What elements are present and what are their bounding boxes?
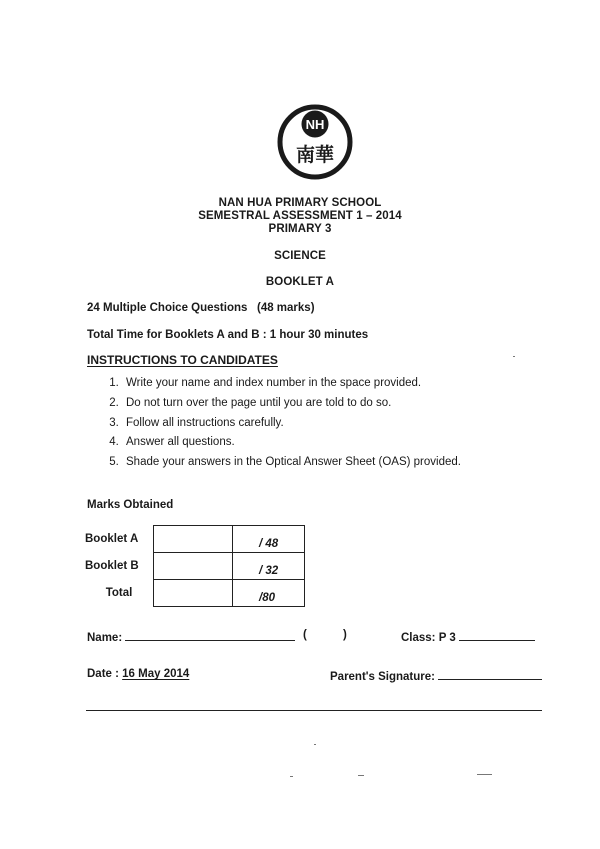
- instruction-item: 5. Shade your answers in the Optical Answer Sheet (OAS) provided.: [122, 453, 461, 473]
- bottom-rule: [86, 710, 542, 711]
- name-blank: [125, 629, 295, 641]
- signature-label: Parent's Signature:: [330, 671, 435, 683]
- row-label: Total: [105, 587, 133, 599]
- scan-speck: [314, 744, 316, 745]
- date-label: Date :: [87, 668, 119, 680]
- signature-blank: [438, 668, 542, 680]
- signature-field: [330, 668, 542, 683]
- instruction-item: 4. Answer all questions.: [122, 433, 461, 453]
- marks-box: [154, 553, 233, 580]
- table-row: [85, 526, 305, 553]
- score-cell: /80: [233, 580, 305, 607]
- school-logo: [271, 103, 359, 181]
- instruction-item: 3. Follow all instructions carefully.: [122, 414, 461, 434]
- marks-obtained-title: Marks Obtained: [87, 499, 174, 511]
- scan-speck: [513, 356, 515, 357]
- date-value: 16 May 2014: [122, 668, 190, 680]
- name-field: [87, 629, 295, 644]
- instructions-title: INSTRUCTIONS TO CANDIDATES: [87, 353, 278, 367]
- row-label: Booklet A: [85, 533, 139, 545]
- questions-count: 24 Multiple Choice Questions: [87, 302, 248, 314]
- scan-speck: [358, 775, 364, 776]
- class-blank: [459, 629, 535, 641]
- total-time: Total Time for Booklets A and B : 1 hour 30 minutes: [87, 329, 369, 341]
- instructions-list: [87, 374, 461, 473]
- subject: SCIENCE: [274, 250, 326, 262]
- logo-chinese-name: 南華: [295, 144, 335, 166]
- marks-total: (48 marks): [256, 302, 315, 314]
- class-label: Class: P 3: [401, 632, 456, 644]
- marks-box: [154, 580, 233, 607]
- booklet-label: BOOKLET A: [265, 276, 335, 288]
- school-name: NAN HUA PRIMARY SCHOOL: [218, 197, 382, 209]
- marks-table: [85, 525, 305, 607]
- index-paren-close: ): [343, 629, 347, 641]
- scan-speck: [290, 776, 293, 777]
- assessment-title: SEMESTRAL ASSESSMENT 1 – 2014: [198, 210, 402, 222]
- table-row: [85, 580, 305, 607]
- class-field: [401, 629, 535, 644]
- instruction-item: 2. Do not turn over the page until you are told to do so.: [122, 394, 461, 414]
- instruction-item: 1. Write your name and index number in the space provided.: [122, 374, 461, 394]
- name-label: Name:: [87, 632, 123, 644]
- logo-monogram: NH: [305, 117, 325, 132]
- score-cell: / 32: [233, 553, 305, 580]
- scan-speck: [477, 774, 492, 775]
- index-paren-open: (: [303, 629, 307, 641]
- questions-info: [87, 302, 315, 314]
- score-cell: / 48: [233, 526, 305, 553]
- row-label: Booklet B: [85, 560, 139, 572]
- table-row: [85, 553, 305, 580]
- level: PRIMARY 3: [268, 223, 332, 235]
- marks-box: [154, 526, 233, 553]
- date-field: [87, 668, 189, 680]
